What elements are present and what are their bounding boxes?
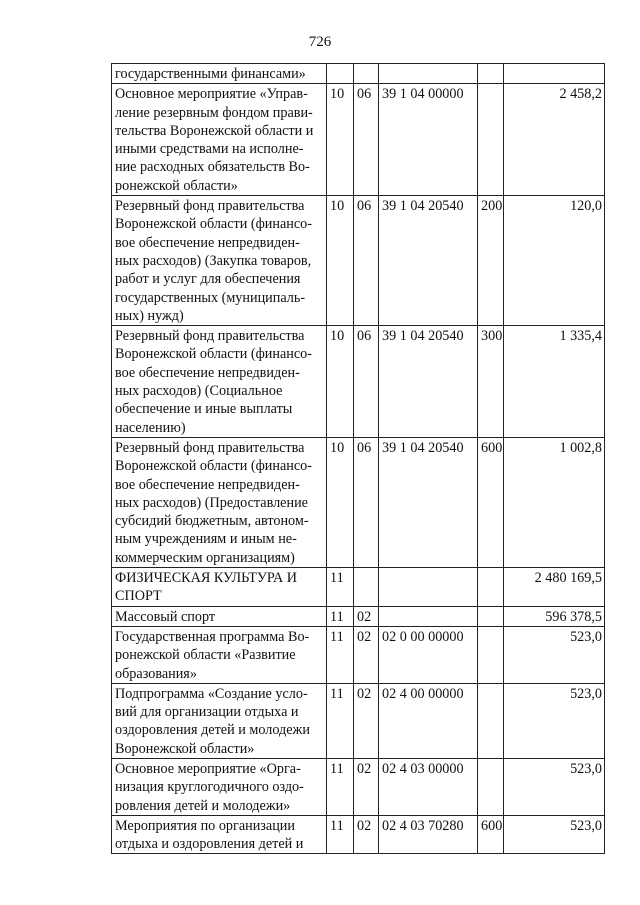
target-article-cell xyxy=(379,568,478,607)
expense-name-line: государственных (муниципаль- xyxy=(115,289,306,306)
expense-name-line: вий для организации отдыха и xyxy=(115,704,299,721)
page-number: 726 xyxy=(308,34,332,50)
expense-name-cell xyxy=(112,326,327,438)
expense-name-line: Подпрограмма «Создание усло- xyxy=(115,685,308,702)
table-row xyxy=(112,84,605,196)
expense-name-line: ным учреждениям и иным не- xyxy=(115,531,297,548)
subsection-code-cell xyxy=(354,64,379,84)
subsection-code-cell: 06 xyxy=(354,196,379,326)
section-code-cell: 10 xyxy=(327,84,354,196)
section-code-cell: 11 xyxy=(327,758,354,815)
expense-name-line: Мероприятия по организации xyxy=(115,817,295,834)
table-row xyxy=(112,606,605,626)
table-row xyxy=(112,326,605,438)
expense-name-line: Резервный фонд правительства xyxy=(115,328,305,345)
expense-name-line: низация круглогодичного оздо- xyxy=(115,779,304,796)
amount-cell: 523,0 xyxy=(504,683,605,758)
subsection-code-cell: 02 xyxy=(354,758,379,815)
subsection-code-cell: 02 xyxy=(354,815,379,854)
expense-name-line: оздоровления детей и молодежи xyxy=(115,722,310,739)
expense-name-line: ФИЗИЧЕСКАЯ КУЛЬТУРА И xyxy=(115,570,298,587)
budget-table-body xyxy=(112,64,605,854)
expense-name-line: Воронежской области (финансо- xyxy=(115,458,312,475)
expense-name-cell xyxy=(112,568,327,607)
section-code-cell: 11 xyxy=(327,626,354,683)
expense-name-line: образования» xyxy=(115,665,197,682)
expense-type-cell xyxy=(478,626,504,683)
expense-type-cell: 200 xyxy=(478,196,504,326)
amount-cell: 523,0 xyxy=(504,626,605,683)
expense-name-line: коммерческим организациям) xyxy=(115,549,295,566)
expense-name-line: ронежской области «Развитие xyxy=(115,647,296,664)
expense-type-cell xyxy=(478,606,504,626)
expense-type-cell xyxy=(478,758,504,815)
target-article-cell xyxy=(379,64,478,84)
expense-name-cell xyxy=(112,683,327,758)
subsection-code-cell: 06 xyxy=(354,84,379,196)
table-row xyxy=(112,64,605,84)
expense-type-cell: 600 xyxy=(478,437,504,567)
expense-name-line: Воронежской области (финансо- xyxy=(115,216,312,233)
section-code-cell: 11 xyxy=(327,568,354,607)
expense-type-cell xyxy=(478,568,504,607)
amount-cell: 120,0 xyxy=(504,196,605,326)
table-row xyxy=(112,196,605,326)
expense-name-line: государственными финансами» xyxy=(115,66,306,82)
expense-name-line: иными средствами на исполне- xyxy=(115,141,304,158)
expense-name-line: Основное мероприятие «Управ- xyxy=(115,86,308,103)
expense-name-line: субсидий бюджетным, автоном- xyxy=(115,513,309,530)
amount-cell: 2 480 169,5 xyxy=(504,568,605,607)
target-article-cell xyxy=(379,606,478,626)
section-code-cell: 11 xyxy=(327,683,354,758)
expense-name-cell xyxy=(112,606,327,626)
section-code-cell xyxy=(327,64,354,84)
amount-cell: 2 458,2 xyxy=(504,84,605,196)
table-row xyxy=(112,626,605,683)
subsection-code-cell: 02 xyxy=(354,606,379,626)
expense-name-line: населению) xyxy=(115,419,186,436)
expense-type-cell: 300 xyxy=(478,326,504,438)
target-article-cell: 02 4 00 00000 xyxy=(379,683,478,758)
table-row xyxy=(112,437,605,567)
expense-name-line: ных расходов) (Предоставление xyxy=(115,494,308,511)
amount-cell: 523,0 xyxy=(504,815,605,854)
expense-name-line: ных) нужд) xyxy=(115,307,184,324)
subsection-code-cell xyxy=(354,568,379,607)
expense-name-line: тельства Воронежской области и xyxy=(115,122,314,139)
expense-name-line: Резервный фонд правительства xyxy=(115,198,305,215)
expense-name-line: ровления детей и молодежи» xyxy=(115,797,291,814)
expense-name-cell xyxy=(112,758,327,815)
expense-name-cell xyxy=(112,196,327,326)
expense-name-line: вое обеспечение непредвиден- xyxy=(115,476,300,493)
expense-name-cell xyxy=(112,626,327,683)
expense-name-line: Воронежской области (финансо- xyxy=(115,346,312,363)
section-code-cell: 10 xyxy=(327,326,354,438)
amount-cell: 1 002,8 xyxy=(504,437,605,567)
expense-type-cell xyxy=(478,64,504,84)
expense-name-line: ронежской области» xyxy=(115,177,238,194)
table-row xyxy=(112,815,605,854)
expense-name-line: вое обеспечение непредвиден- xyxy=(115,234,300,251)
expense-name-line: Основное мероприятие «Орга- xyxy=(115,760,301,777)
target-article-cell: 39 1 04 20540 xyxy=(379,326,478,438)
expense-name-line: отдыха и оздоровления детей и xyxy=(115,836,304,853)
expense-name-cell xyxy=(112,437,327,567)
table-row xyxy=(112,758,605,815)
subsection-code-cell: 02 xyxy=(354,626,379,683)
expense-type-cell: 600 xyxy=(478,815,504,854)
amount-cell: 523,0 xyxy=(504,758,605,815)
subsection-code-cell: 02 xyxy=(354,683,379,758)
subsection-code-cell: 06 xyxy=(354,326,379,438)
expense-name-line: Массовый спорт xyxy=(115,608,216,625)
expense-name-line: Резервный фонд правительства xyxy=(115,439,305,456)
budget-table xyxy=(111,63,605,854)
expense-name-line: СПОРТ xyxy=(115,588,162,605)
target-article-cell: 39 1 04 20540 xyxy=(379,196,478,326)
expense-name-line: обеспечение и иные выплаты xyxy=(115,401,293,418)
expense-name-line: Государственная программа Во- xyxy=(115,628,310,645)
expense-name-line: ных расходов) (Закупка товаров, xyxy=(115,252,312,269)
target-article-cell: 39 1 04 20540 xyxy=(379,437,478,567)
table-row xyxy=(112,568,605,607)
expense-name-cell xyxy=(112,815,327,854)
amount-cell xyxy=(504,64,605,84)
expense-name-line: ление резервным фондом прави- xyxy=(115,104,313,121)
expense-name-cell xyxy=(112,84,327,196)
target-article-cell: 02 4 03 00000 xyxy=(379,758,478,815)
expense-name-line: вое обеспечение непредвиден- xyxy=(115,364,300,381)
subsection-code-cell: 06 xyxy=(354,437,379,567)
expense-name-line: работ и услуг для обеспечения xyxy=(115,271,301,288)
table-row xyxy=(112,683,605,758)
target-article-cell: 02 4 03 70280 xyxy=(379,815,478,854)
expense-type-cell xyxy=(478,683,504,758)
expense-name-cell xyxy=(112,64,327,84)
section-code-cell: 10 xyxy=(327,437,354,567)
expense-name-line: ние расходных обязательств Во- xyxy=(115,159,310,176)
expense-name-line: ных расходов) (Социальное xyxy=(115,383,283,400)
section-code-cell: 11 xyxy=(327,815,354,854)
target-article-cell: 02 0 00 00000 xyxy=(379,626,478,683)
amount-cell: 1 335,4 xyxy=(504,326,605,438)
section-code-cell: 10 xyxy=(327,196,354,326)
expense-name-line: Воронежской области» xyxy=(115,740,255,757)
amount-cell: 596 378,5 xyxy=(504,606,605,626)
section-code-cell: 11 xyxy=(327,606,354,626)
target-article-cell: 39 1 04 00000 xyxy=(379,84,478,196)
expense-type-cell xyxy=(478,84,504,196)
